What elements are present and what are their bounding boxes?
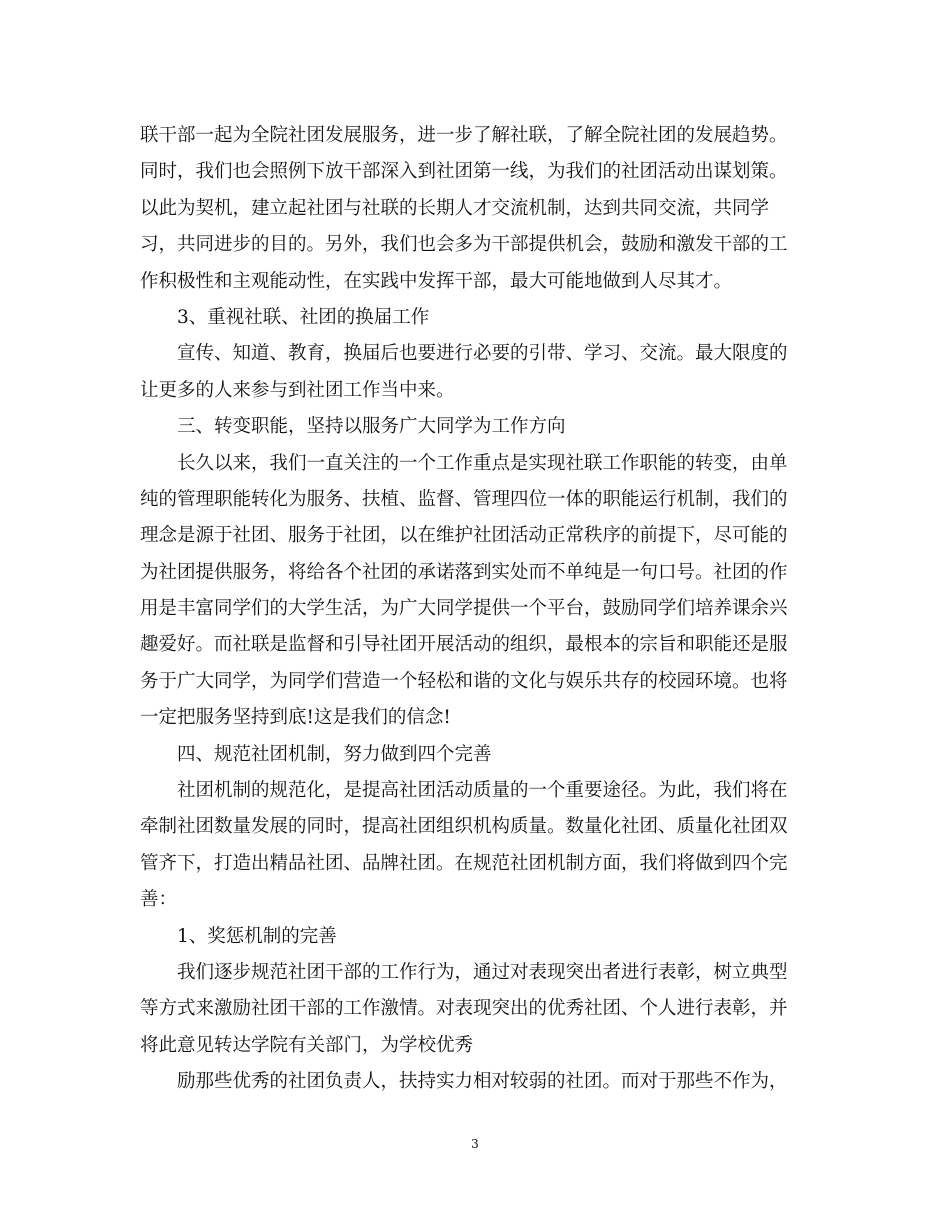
text-line: 让更多的人来参与到社团工作当中来。 (140, 379, 455, 401)
text-line: 务于广大同学，为同学们营造一个轻松和谐的文化与娱乐共存的校园环境。也将 (140, 670, 788, 692)
text-line: 四、规范社团机制，努力做到四个完善 (177, 743, 492, 765)
text-line: 牵制社团数量发展的同时，提高社团组织机构质量。数量化社团、质量化社团双 (140, 816, 788, 838)
text-line: 纯的管理职能转化为服务、扶植、监督、管理四位一体的职能运行机制，我们的 (140, 488, 788, 510)
text-line: 三、转变职能，坚持以服务广大同学为工作方向 (177, 416, 566, 438)
text-line: 长久以来，我们一直关注的一个工作重点是实现社联工作职能的转变，由单 (177, 452, 788, 474)
text-line: 联干部一起为全院社团发展服务，进一步了解社联，了解全院社团的发展趋势。 (140, 125, 788, 146)
text-line: 我们逐步规范社团干部的工作行为，通过对表现突出者进行表彰，树立典型 (177, 961, 788, 983)
text-line: 理念是源于社团、服务于社团，以在维护社团活动正常秩序的前提下，尽可能的 (140, 525, 788, 547)
text-line: 习，共同进步的目的。另外，我们也会多为干部提供机会，鼓励和激发干部的工 (140, 234, 788, 256)
text-line: 同时，我们也会照例下放干部深入到社团第一线，为我们的社团活动出谋划策。 (140, 161, 788, 183)
text-line: 管齐下，打造出精品社团、品牌社团。在规范社团机制方面，我们将做到四个完 (140, 852, 788, 874)
text-line: 以此为契机，建立起社团与社联的长期人才交流机制，达到共同交流，共同学 (140, 197, 770, 219)
text-line: 3、重视社联、社团的换届工作 (177, 306, 430, 328)
text-line: 趣爱好。而社联是监督和引导社团开展活动的组织，最根本的宗旨和职能还是服 (140, 634, 788, 656)
page-number: 3 (471, 1137, 479, 1151)
text-line: 宣传、知道、教育，换届后也要进行必要的引带、学习、交流。最大限度的 (177, 343, 788, 365)
text-line: 将此意见转达学院有关部门，为学校优秀 (140, 1034, 474, 1056)
text-line: 用是丰富同学们的大学生活，为广大同学提供一个平台，鼓励同学们培养课余兴 (140, 598, 788, 620)
document-body (140, 118, 812, 1101)
text-line: 1、奖惩机制的完善 (177, 925, 337, 947)
text-line: 社团机制的规范化，是提高社团活动质量的一个重要途径。为此，我们将在 (177, 780, 788, 802)
text-line: 作积极性和主观能动性，在实践中发挥干部，最大可能地做到人尽其才。 (140, 270, 733, 292)
text-line: 励那些优秀的社团负责人，扶持实力相对较弱的社团。而对于那些不作为， (177, 1071, 788, 1093)
text-line: 一定把服务坚持到底!这是我们的信念! (140, 707, 451, 729)
text-line: 为社团提供服务，将给各个社团的承诺落到实处而不单纯是一句口号。社团的作 (140, 561, 788, 583)
text-line: 善： (140, 889, 178, 911)
text-line: 等方式来激励社团干部的工作激情。对表现突出的优秀社团、个人进行表彰，并 (140, 998, 788, 1020)
